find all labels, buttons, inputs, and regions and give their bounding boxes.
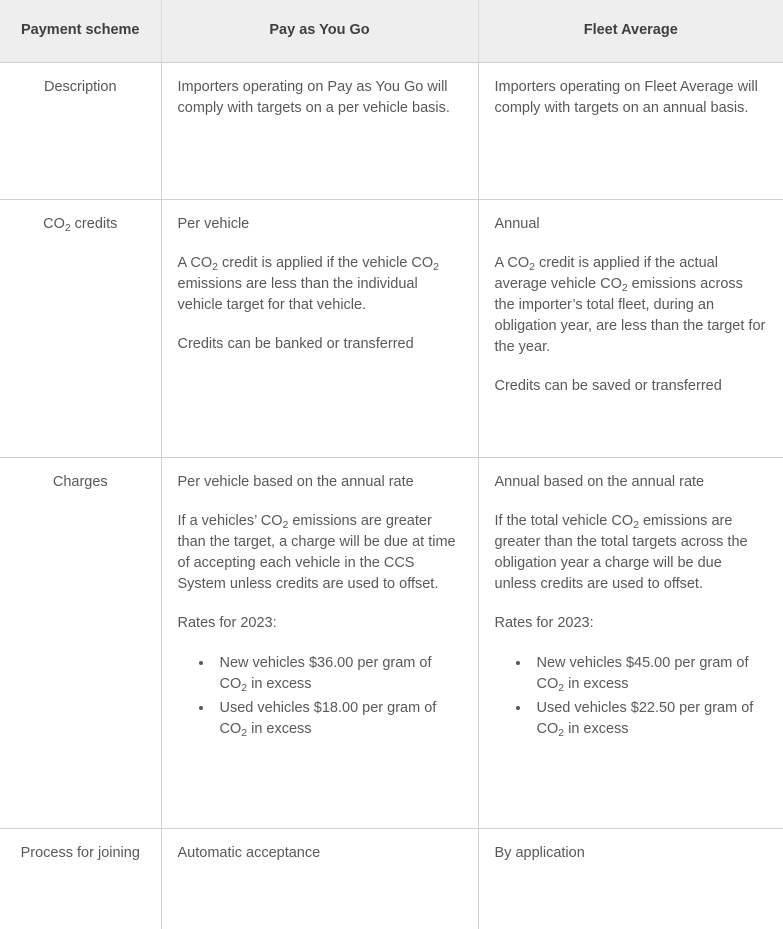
rate-bullet-item: • Used vehicles $18.00 per gram of $CO_2$ in excess (214, 697, 462, 740)
table-row (0, 63, 783, 200)
cell-description-payg (161, 63, 478, 200)
row-label-charges: Charges (0, 458, 161, 829)
cell-paragraph: Rates for 2023: (495, 613, 768, 634)
cell-paragraph: Per vehicle based on the annual rate (178, 472, 462, 493)
cell-content (495, 843, 768, 864)
cell-paragraph: A $CO_2$ credit is applied if the actual average vehicle $CO_2$ emissions across the importer’s total fleet, during an obligation year, are less than the target for the year. (495, 253, 768, 358)
cell-paragraph: Rates for 2023: (178, 613, 462, 634)
cell-content (495, 77, 768, 119)
rate-bullet-list (178, 652, 462, 740)
cell-process-payg (161, 829, 478, 929)
cell-paragraph: By application (495, 843, 768, 864)
rate-bullet-item: • Used vehicles $22.50 per gram of $CO_2$ in excess (531, 697, 768, 740)
table-row (0, 458, 783, 829)
cell-paragraph: Credits can be banked or transferred (178, 334, 462, 355)
cell-content (178, 472, 462, 740)
cell-paragraph: Annual (495, 214, 768, 235)
cell-paragraph: If the total vehicle $CO_2$ emissions are greater than the total targets across the obligation year a charge will be due unless credits are used to offset. (495, 511, 768, 595)
rate-bullet-item: • New vehicles $36.00 per gram of $CO_2$ in excess (214, 652, 462, 695)
cell-co2-credits-fleet (478, 200, 783, 458)
header-row (0, 0, 783, 63)
cell-description-fleet (478, 63, 783, 200)
cell-paragraph: Importers operating on Pay as You Go will comply with targets on a per vehicle basis. (178, 77, 462, 119)
row-label-process-for-joining: Process for joining (0, 829, 161, 929)
table-row (0, 829, 783, 929)
cell-process-fleet (478, 829, 783, 929)
cell-co2-credits-payg (161, 200, 478, 458)
column-header-payment-scheme: Payment scheme (0, 0, 161, 63)
cell-content (495, 214, 768, 397)
cell-paragraph: If a vehicles’ $CO_2$ emissions are greater than the target, a charge will be due at time of accepting each vehicle in the CCS System unless credits are used to offset. (178, 511, 462, 595)
cell-paragraph: Importers operating on Fleet Average will comply with targets on an annual basis. (495, 77, 768, 119)
cell-charges-payg (161, 458, 478, 829)
column-header-pay-as-you-go: Pay as You Go (161, 0, 478, 63)
table-header (0, 0, 783, 63)
row-label-co2-credits: $CO_2$ credits (0, 200, 161, 458)
rate-bullet-list (495, 652, 768, 740)
cell-paragraph: Annual based on the annual rate (495, 472, 768, 493)
cell-paragraph: A $CO_2$ credit is applied if the vehicle $CO_2$ emissions are less than the individual vehicle target for that vehicle. (178, 253, 462, 316)
row-label-description: Description (0, 63, 161, 200)
cell-content (178, 843, 462, 864)
cell-paragraph: Per vehicle (178, 214, 462, 235)
column-header-fleet-average: Fleet Average (478, 0, 783, 63)
cell-paragraph: Automatic acceptance (178, 843, 462, 864)
cell-content (178, 77, 462, 119)
cell-content (495, 472, 768, 740)
table-row (0, 200, 783, 458)
cell-paragraph: Credits can be saved or transferred (495, 376, 768, 397)
rate-bullet-item: • New vehicles $45.00 per gram of $CO_2$ in excess (531, 652, 768, 695)
cell-charges-fleet (478, 458, 783, 829)
cell-content (178, 214, 462, 355)
table-body (0, 63, 783, 929)
